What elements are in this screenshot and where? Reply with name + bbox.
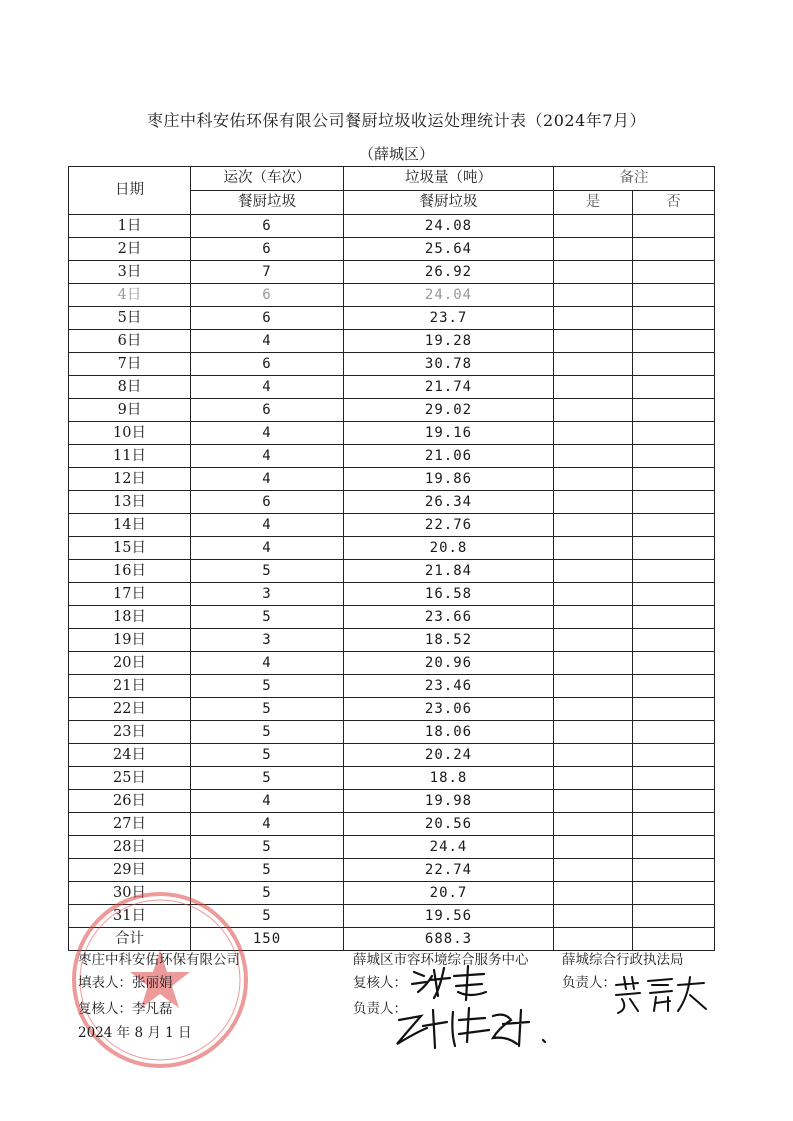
remark-yes-cell — [554, 215, 633, 238]
footer-filler: 填表人：张丽娟 — [78, 975, 173, 991]
table-row — [69, 721, 715, 744]
tons-cell: 22.74 — [344, 859, 554, 882]
day-cell: 18日 — [69, 606, 191, 629]
table-row — [69, 468, 715, 491]
remark-yes-cell — [554, 445, 633, 468]
tons-cell: 24.08 — [344, 215, 554, 238]
remark-no-cell — [633, 284, 715, 307]
trips-cell: 4 — [191, 790, 344, 813]
table-row — [69, 652, 715, 675]
day-cell: 2日 — [69, 238, 191, 261]
table-row — [69, 445, 715, 468]
trips-cell: 5 — [191, 698, 344, 721]
tons-cell: 18.8 — [344, 767, 554, 790]
tons-cell: 30.78 — [344, 353, 554, 376]
day-cell: 10日 — [69, 422, 191, 445]
remark-no-cell — [633, 468, 715, 491]
document-title: 枣庄中科安佑环保有限公司餐厨垃圾收运处理统计表（2024年7月） — [147, 111, 646, 130]
table-row — [69, 813, 715, 836]
table-row — [69, 629, 715, 652]
remark-yes-cell — [554, 560, 633, 583]
day-cell: 13日 — [69, 491, 191, 514]
trips-cell: 5 — [191, 721, 344, 744]
trips-cell: 5 — [191, 767, 344, 790]
remark-no-cell — [633, 790, 715, 813]
remark-no-cell — [633, 330, 715, 353]
document-subtitle: （薛城区） — [358, 145, 434, 163]
remark-no-cell — [633, 353, 715, 376]
day-cell: 25日 — [69, 767, 191, 790]
trips-cell: 6 — [191, 491, 344, 514]
remark-yes-cell — [554, 261, 633, 284]
day-cell: 9日 — [69, 399, 191, 422]
day-cell: 17日 — [69, 583, 191, 606]
remark-yes-cell — [554, 468, 633, 491]
trips-cell: 4 — [191, 537, 344, 560]
trips-cell: 5 — [191, 606, 344, 629]
footer-bureau: 薛城综合行政执法局 — [562, 952, 684, 968]
header-no: 否 — [633, 191, 715, 215]
remark-yes-cell — [554, 537, 633, 560]
trips-cell: 5 — [191, 744, 344, 767]
trips-cell: 4 — [191, 422, 344, 445]
remark-yes-cell — [554, 399, 633, 422]
day-cell: 12日 — [69, 468, 191, 491]
trips-cell: 6 — [191, 284, 344, 307]
tons-cell: 18.52 — [344, 629, 554, 652]
table-row — [69, 537, 715, 560]
header-amount-sub: 餐厨垃圾 — [344, 191, 554, 215]
tons-cell: 20.56 — [344, 813, 554, 836]
header-yes: 是 — [554, 191, 633, 215]
remark-no-cell — [633, 445, 715, 468]
tons-cell: 19.28 — [344, 330, 554, 353]
tons-cell: 20.8 — [344, 537, 554, 560]
trips-cell: 5 — [191, 675, 344, 698]
remark-no-cell — [633, 560, 715, 583]
remark-yes-cell — [554, 652, 633, 675]
tons-cell: 25.64 — [344, 238, 554, 261]
table-row — [69, 790, 715, 813]
day-cell: 19日 — [69, 629, 191, 652]
remark-no-cell — [633, 721, 715, 744]
remark-yes-cell — [554, 376, 633, 399]
remark-no-cell — [633, 859, 715, 882]
day-cell: 3日 — [69, 261, 191, 284]
table-row — [69, 215, 715, 238]
day-cell: 26日 — [69, 790, 191, 813]
table-row — [69, 836, 715, 859]
table-row — [69, 376, 715, 399]
remark-yes-cell — [554, 928, 633, 951]
footer-center: 薛城区市容环境综合服务中心 — [353, 952, 529, 968]
tons-cell: 16.58 — [344, 583, 554, 606]
day-cell: 20日 — [69, 652, 191, 675]
remark-yes-cell — [554, 767, 633, 790]
day-cell: 8日 — [69, 376, 191, 399]
remark-no-cell — [633, 583, 715, 606]
trips-cell: 4 — [191, 514, 344, 537]
table-row — [69, 606, 715, 629]
total-tons: 688.3 — [344, 928, 554, 951]
trips-cell: 4 — [191, 445, 344, 468]
signature-bureau-leader — [612, 975, 712, 1015]
footer-center-leader: 负责人： — [353, 1001, 407, 1017]
tons-cell: 19.56 — [344, 905, 554, 928]
table-row — [69, 675, 715, 698]
table-row — [69, 307, 715, 330]
remark-no-cell — [633, 836, 715, 859]
header-date: 日期 — [69, 167, 191, 215]
tons-cell: 20.7 — [344, 882, 554, 905]
table-row — [69, 698, 715, 721]
trips-cell: 5 — [191, 905, 344, 928]
remark-yes-cell — [554, 882, 633, 905]
day-cell: 4日 — [69, 284, 191, 307]
table-row — [69, 767, 715, 790]
trips-cell: 3 — [191, 583, 344, 606]
remark-yes-cell — [554, 859, 633, 882]
day-cell: 28日 — [69, 836, 191, 859]
remark-yes-cell — [554, 491, 633, 514]
trips-cell: 6 — [191, 215, 344, 238]
remark-yes-cell — [554, 238, 633, 261]
day-cell: 24日 — [69, 744, 191, 767]
header-remarks: 备注 — [554, 167, 715, 191]
day-cell: 27日 — [69, 813, 191, 836]
footer-bureau-leader: 负责人： — [562, 975, 616, 991]
tons-cell: 24.04 — [344, 284, 554, 307]
table-row — [69, 353, 715, 376]
table-row — [69, 422, 715, 445]
day-cell: 29日 — [69, 859, 191, 882]
table-row — [69, 238, 715, 261]
header-trips-sub: 餐厨垃圾 — [191, 191, 344, 215]
remark-no-cell — [633, 514, 715, 537]
day-cell: 14日 — [69, 514, 191, 537]
remark-no-cell — [633, 882, 715, 905]
trips-cell: 6 — [191, 399, 344, 422]
remark-no-cell — [633, 307, 715, 330]
trips-cell: 5 — [191, 859, 344, 882]
remark-no-cell — [633, 928, 715, 951]
remark-no-cell — [633, 215, 715, 238]
day-cell: 7日 — [69, 353, 191, 376]
remark-no-cell — [633, 261, 715, 284]
remark-no-cell — [633, 376, 715, 399]
remark-no-cell — [633, 491, 715, 514]
day-cell: 30日 — [69, 882, 191, 905]
trips-cell: 6 — [191, 353, 344, 376]
remark-no-cell — [633, 399, 715, 422]
remark-yes-cell — [554, 514, 633, 537]
tons-cell: 22.76 — [344, 514, 554, 537]
day-cell: 11日 — [69, 445, 191, 468]
tons-cell: 23.7 — [344, 307, 554, 330]
trips-cell: 4 — [191, 330, 344, 353]
tons-cell: 29.02 — [344, 399, 554, 422]
table-row — [69, 330, 715, 353]
tons-cell: 19.98 — [344, 790, 554, 813]
tons-cell: 23.66 — [344, 606, 554, 629]
remark-yes-cell — [554, 353, 633, 376]
tons-cell: 23.06 — [344, 698, 554, 721]
remark-yes-cell — [554, 905, 633, 928]
tons-cell: 23.46 — [344, 675, 554, 698]
tons-cell: 20.24 — [344, 744, 554, 767]
remark-yes-cell — [554, 330, 633, 353]
remark-no-cell — [633, 238, 715, 261]
remark-no-cell — [633, 744, 715, 767]
trips-cell: 6 — [191, 307, 344, 330]
tons-cell: 21.06 — [344, 445, 554, 468]
table-row — [69, 859, 715, 882]
statistics-table — [68, 166, 715, 951]
remark-yes-cell — [554, 675, 633, 698]
remark-yes-cell — [554, 790, 633, 813]
tons-cell: 19.16 — [344, 422, 554, 445]
remark-no-cell — [633, 698, 715, 721]
remark-yes-cell — [554, 422, 633, 445]
remark-yes-cell — [554, 744, 633, 767]
tons-cell: 21.74 — [344, 376, 554, 399]
remark-no-cell — [633, 606, 715, 629]
remark-no-cell — [633, 629, 715, 652]
total-trips: 150 — [191, 928, 344, 951]
tons-cell: 20.96 — [344, 652, 554, 675]
tons-cell: 21.84 — [344, 560, 554, 583]
remark-yes-cell — [554, 284, 633, 307]
table-row — [69, 560, 715, 583]
signature-center-reviewer — [410, 962, 500, 1002]
tons-cell: 18.06 — [344, 721, 554, 744]
remark-no-cell — [633, 652, 715, 675]
tons-cell: 26.34 — [344, 491, 554, 514]
table-body — [69, 215, 715, 928]
day-cell: 16日 — [69, 560, 191, 583]
tons-cell: 24.4 — [344, 836, 554, 859]
trips-cell: 4 — [191, 468, 344, 491]
signature-center-leader — [393, 1002, 563, 1052]
footer-date: 2024 年 8 月 1 日 — [78, 1025, 192, 1041]
remark-no-cell — [633, 675, 715, 698]
tons-cell: 19.86 — [344, 468, 554, 491]
table-row — [69, 583, 715, 606]
trips-cell: 5 — [191, 836, 344, 859]
trips-cell: 4 — [191, 376, 344, 399]
table-row — [69, 399, 715, 422]
day-cell: 21日 — [69, 675, 191, 698]
remark-yes-cell — [554, 836, 633, 859]
total-label: 合计 — [69, 928, 191, 951]
day-cell: 5日 — [69, 307, 191, 330]
header-trips: 运次（车次） — [191, 167, 344, 191]
remark-no-cell — [633, 422, 715, 445]
remark-yes-cell — [554, 698, 633, 721]
table-row — [69, 284, 715, 307]
remark-yes-cell — [554, 721, 633, 744]
footer-center-reviewer: 复核人： — [353, 975, 407, 991]
trips-cell: 4 — [191, 652, 344, 675]
remark-yes-cell — [554, 307, 633, 330]
day-cell: 31日 — [69, 905, 191, 928]
header-amount: 垃圾量（吨） — [344, 167, 554, 191]
table-row — [69, 514, 715, 537]
footer-reviewer: 复核人：李凡磊 — [78, 1001, 173, 1017]
remark-no-cell — [633, 767, 715, 790]
trips-cell: 6 — [191, 238, 344, 261]
remark-yes-cell — [554, 583, 633, 606]
remark-yes-cell — [554, 813, 633, 836]
table-row — [69, 261, 715, 284]
remark-no-cell — [633, 537, 715, 560]
day-cell: 15日 — [69, 537, 191, 560]
remark-no-cell — [633, 905, 715, 928]
remark-no-cell — [633, 813, 715, 836]
trips-cell: 5 — [191, 560, 344, 583]
day-cell: 23日 — [69, 721, 191, 744]
remark-yes-cell — [554, 629, 633, 652]
tons-cell: 26.92 — [344, 261, 554, 284]
day-cell: 1日 — [69, 215, 191, 238]
trips-cell: 3 — [191, 629, 344, 652]
day-cell: 22日 — [69, 698, 191, 721]
footer-company: 枣庄中科安佑环保有限公司 — [78, 952, 240, 968]
table-row — [69, 491, 715, 514]
day-cell: 6日 — [69, 330, 191, 353]
remark-yes-cell — [554, 606, 633, 629]
trips-cell: 7 — [191, 261, 344, 284]
trips-cell: 4 — [191, 813, 344, 836]
table-row — [69, 744, 715, 767]
trips-cell: 5 — [191, 882, 344, 905]
